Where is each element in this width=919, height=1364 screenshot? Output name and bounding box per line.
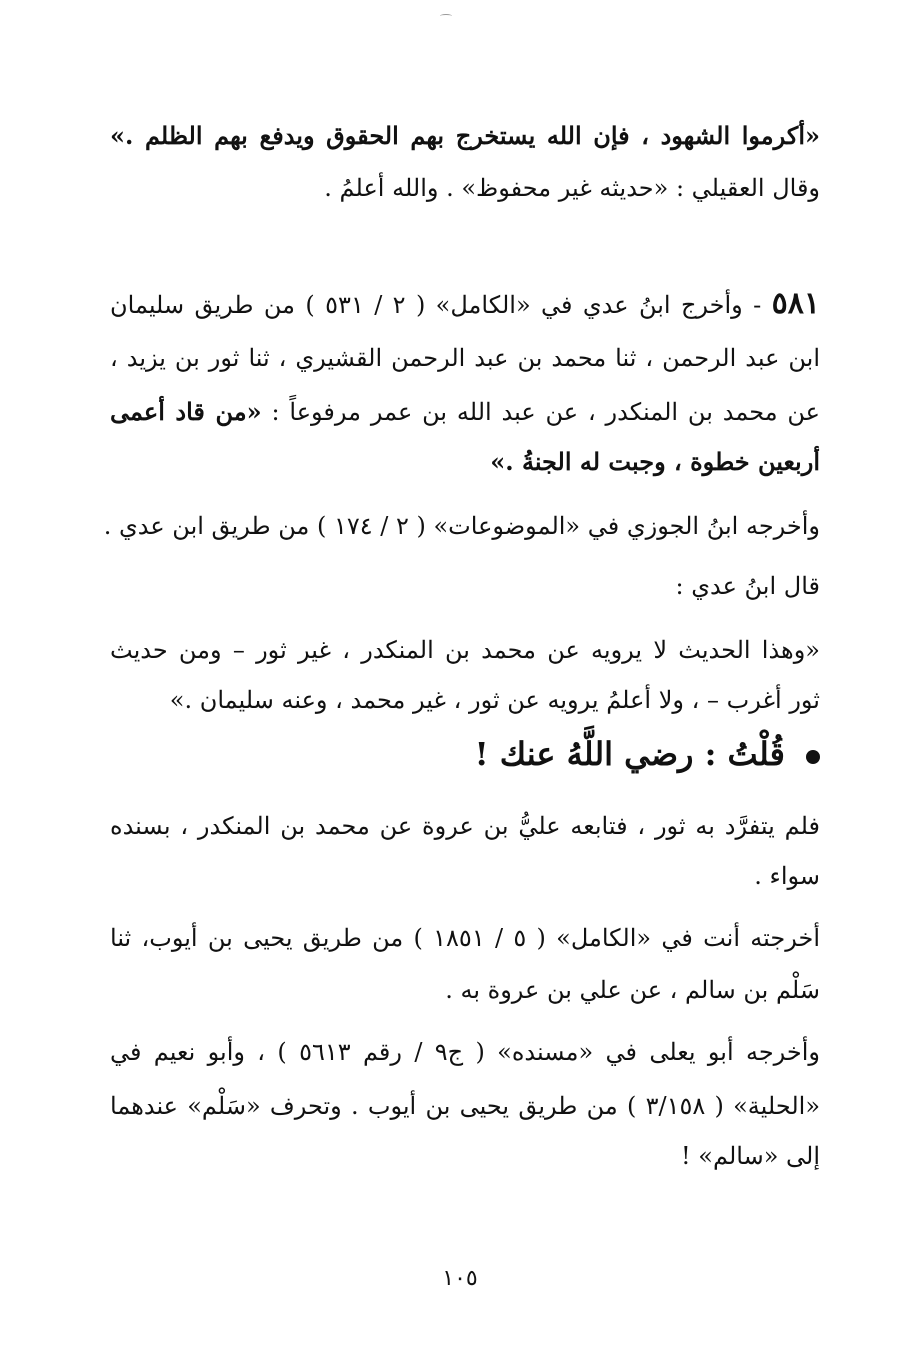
section-heading-text: قُلْتُ : رضي اللَّهُ عنك ! (474, 735, 785, 773)
hadith-quote-line: «أكرموا الشهود ، فإن الله يستخرج بهم الحقوق ويدفع بهم الظلم .» (110, 121, 820, 150)
hadith-text-end: أربعين خطوة ، وجبت له الجنةُ .» (490, 447, 820, 476)
section-heading (110, 730, 820, 778)
jawzi-line: وأخرجه ابنُ الجوزي في «الموضوعات» ( ٢ / ١٧٤ ) من طريق ابن عدي . (103, 512, 820, 540)
para-3-line-2: «الحلية» ( ٣/١٥٨ ) من طريق يحيى بن أيوب . وتحرف «سَلْم» عندهما (110, 1092, 820, 1120)
ibn-adi-quote-line-1: «وهذا الحديث لا يرويه عن محمد بن المنكدر ، غير ثور – ومن حديث (110, 636, 820, 664)
para-2-line-1: أخرجته أنت في «الكامل» ( ٥ / ١٨٥١ ) من طريق يحيى بن أيوب، ثنا (110, 924, 820, 952)
page-top-mark (440, 14, 452, 18)
page-number: ١٠٥ (442, 1266, 478, 1291)
entry-581-line-3-text: عن محمد بن المنكدر ، عن عبد الله بن عمر مرفوعاً : (271, 398, 820, 426)
entry-581-line-2: ابن عبد الرحمن ، ثنا محمد بن عبد الرحمن القشيري ، ثنا ثور بن يزيد ، (110, 344, 820, 372)
para-3-line-1: وأخرجه أبو يعلى في «مسنده» ( ج٩ / رقم ٥٦١٣ ) ، وأبو نعيم في (110, 1038, 820, 1066)
entry-581-line-3 (110, 392, 820, 432)
para-1-line-2: سواء . (754, 862, 820, 890)
para-3-line-3: إلى «سالم» ! (681, 1142, 820, 1170)
entry-number: ٥٨١ (771, 286, 820, 321)
entry-581-line-1-text: - وأخرج ابنُ عدي في «الكامل» ( ٢ / ٥٣١ ) من طريق سليمان (110, 291, 762, 319)
bullet-icon (806, 750, 820, 764)
ibn-adi-said-line: قال ابنُ عدي : (675, 572, 820, 600)
hadith-text-start: «من قاد أعمى (110, 397, 262, 426)
para-2-line-2: سَلْم بن سالم ، عن علي بن عروة به . (445, 976, 820, 1004)
uqayli-comment-line: وقال العقيلي : «حديثه غير محفوظ» . والله أعلمُ . (324, 174, 820, 202)
ibn-adi-quote-line-2: ثور أغرب – ، ولا أعلمُ يرويه عن ثور ، غير محمد ، وعنه سليمان .» (169, 686, 820, 714)
para-1-line-1: فلم يتفرَّد به ثور ، فتابعه عليُّ بن عروة عن محمد بن المنكدر ، بسنده (110, 812, 820, 840)
entry-581-line-1 (110, 284, 820, 324)
